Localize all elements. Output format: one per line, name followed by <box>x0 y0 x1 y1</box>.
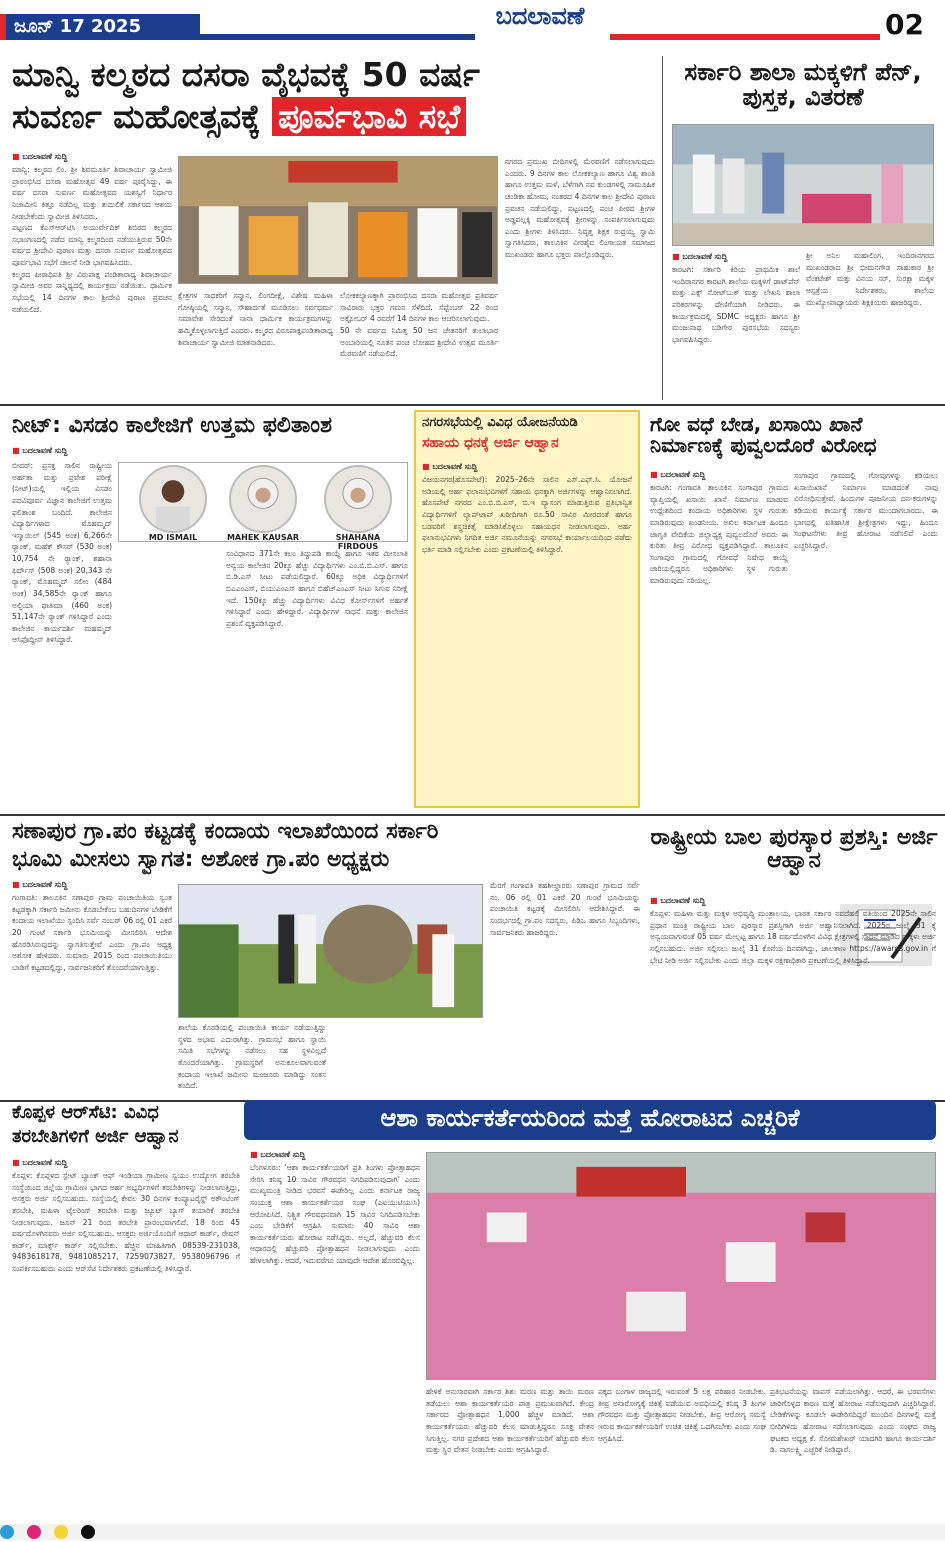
student-card <box>223 465 303 542</box>
story1-headline-part-b: ಪೂರ್ವಭಾವಿ ಸಭೆ <box>272 97 466 136</box>
story1-photo <box>178 156 498 284</box>
story1-headline-part-a: ಸುವರ್ಣ ಮಹೋತ್ಸವಕ್ಕೆ <box>12 97 261 136</box>
story1-para1: ಮಾನ್ವಿ: ಕಲ್ಮಠದ ಲಿಂ. ಶ್ರೀ ಶಿವಮೂರ್ತಿ ಶಿವಾಚಾರ್ಯ ಸ್ವಾಮೀಜಿ ಪ್ರಾರಂಭಿಸಿದ ದಸರಾ ಮಹೋತ್ಸವ 49 ವರ್ಷ ಪೂರೈಸಿದ್ದು, ಈ ವರ್ಷ ದಸರಾ ಸುವರ್ಣ ಮಹೋತ್ಸವದ ಯಶಸ್ವಿಗೆ ನಿರ್ಧಾರ ನಿಜಾಮೀನಿ ಕಿತ್ತೂ ನಡೆದಿಲ್ಲ ಮತ್ತು ತುದುಲಿಕೆ ಸರ್ಕಾರದ ಆಶಯ ನೀಡಬೇಕೆಂದು ಸ್ವಾಮೀಜಿ ತಿಳಿಸಿದರು. <box>12 165 172 221</box>
story5-headline: ಗೋ ವಧೆ ಬೇಡ, ಖಸಾಯಿ ಖಾನೆ ನಿರ್ಮಾಣಕ್ಕೆ ಪುವ್ವಲದೊರೆ ವಿರೋಧ <box>650 412 877 457</box>
student-photos <box>118 462 408 551</box>
story9-col2: ಹೇಳಿಕೆ ಅನುಸಾರವಾಗಿ ಸರ್ಕಾರ ಶಿಶು ಮರಣ ಮತ್ತು ತಾಯಿ ಮರಣ ತಡೆಯಲು ಆಶಾ ಕಾರ್ಯಕರ್ತೆಯರ ಪಾತ್ರ ಪ್ರಮುಖವಾಗಿದೆ. ಕೇಂದ್ರ ಸರ್ಕಾರದ ಪ್ರೋತ್ಸಾಹಧನ 1,000 ಹೆಚ್ಚಳ ಮಾಡಿದೆ. ಆಶಾ ಕಾರ್ಯಕರ್ತೆಯರು ಹೆಚ್ಚುವರಿ ಕೆಲಸ ಮಾಡುತ್ತಿದ್ದರೂ ಸೂಕ್ತ ವೇತನ ಸಿಗುತ್ತಿಲ್ಲ. ನಗರ ಪ್ರದೇಶದ ಆಶಾ ಕಾರ್ಯಕರ್ತೆಯರಿಗೆ ಹೆಚ್ಚುವರಿ ಕೆಲಸ ಮತ್ತು ಸ್ಥಿರ ವೇತನ ನೀಡಬೇಕು ಎಂದು ಆಗ್ರಹಿಸಿದ್ದಾರೆ. <box>426 1387 594 1455</box>
story8-headline-line2: ತರಬೇತಿಗಳಿಗೆ ಅರ್ಜಿ ಆಹ್ವಾನ <box>12 1126 179 1147</box>
story5-para2: ಸಂಗಾಪುರ ಗ್ರಾಮದಲ್ಲಿ ಗೋವುಗಳನ್ನು ಕಡಿಯಲು ಖಸಾಯಿಖಾನೆ ನಿರ್ಮಾಣ ಮಾಡದಂತೆ ನಾವು ವಿರೋಧಿಸುತ್ತೇವೆ. ಹಿಂದುಗಳ ಪೂಜನೀಯ ದನ-ಕರುಗಳನ್ನು ಕಡಿಯುವ ಕಾರ್ಯಕ್ಕೆ ಸರ್ಕಾರ ಮುಂದಾಗಬಾರದು. ಈ ಭಾಗದಲ್ಲಿ ಐತಿಹಾಸಿಕ ಶ್ರೀಕ್ಷೇತ್ರಗಳು ಇದ್ದು, ಹಿಂದೂ ಸಂಘಟನೆಗಳು ತೀವ್ರ ಹೋರಾಟ ನಡೆಸಲಿವೆ ಎಂದು ಎಚ್ಚರಿಸಿದ್ದಾರೆ. <box>794 471 938 550</box>
story2-para2: ಶ್ರೀ ಅನಿಲ ಮಹಾಲಿಂಗ, ಇಂದಿರಾನಗರದ ಮುಖಂಡರಾದ ಶ್ರೀ ಭೀಮನಗೌಡ ಸಾಹುಕಾರ ಶ್ರೀ ವೆಂಕಟೇಶ್ ಮತ್ತು ವಿನಯ ಸರ್, ಸುರಕ್ಷಾ ಮಕ್ಕಳ ಆಸ್ಪತ್ರೆಯ ನಿರ್ದೇಶಕರು, ಶಾಲೆಯ ಮುಖ್ಯೋಪಾಧ್ಯಾಯರು ಶಿಕ್ಷಕಿಯರು ಹಾಜರಿದ್ದರು. <box>806 251 934 307</box>
story5-para1: ಕಾರಟಗಿ: ಗಂಗಾವತಿ ತಾಲೂಕಿನ ಸಂಗಾಪುರ ಗ್ರಾಮದ ವ್ಯಾಪ್ತಿಯಲ್ಲಿ ಖಸಾಯಿ ಖಾನೆ ನಿರ್ಮಾಣ ಮಾಡುವ ಉದ್ದೇಶದಿಂದ ಕಂದಾಯ ಅಧಿಕಾರಿಗಳು ಸ್ಥಳ ಗುರುತು ಮಾಡಿರುವುದು ಖಂಡನೀಯ. ಅಖಿಲ ಕರ್ನಾಟಕ ಹಿಂದೂ ಜಾಗೃತಿ ವೇದಿಕೆಯ ಜಿಲ್ಲಾಧ್ಯಕ್ಷ ಪುವ್ವಲದೊರೆ ಅವರು ಈ ಕುರಿತು ತೀವ್ರ ವಿರೋಧ ವ್ಯಕ್ತಪಡಿಸಿದ್ದಾರೆ. ತಾಲೂಕಿನ ಸಂಗಾಪುರ ಗ್ರಾಮದಲ್ಲಿ ಗೋವಧೆ ನಿಷೇಧ ಕಾಯ್ದೆ ಜಾರಿಯಲ್ಲಿದ್ದರೂ ಅಧಿಕಾರಿಗಳು ಸ್ಥಳ ಗುರುತು ಮಾಡಿರುವುದು ಸರಿಯಲ್ಲ. <box>650 483 788 585</box>
story6-headline-line2: ಭೂಮಿ ಮೀಸಲು ಸ್ವಾಗತ: ಅಶೋಕ ಗ್ರಾ.ಪಂ ಅಧ್ಯಕ್ಷರು <box>12 847 390 872</box>
story1-para2: ಪಟ್ಟಣದ ಕೆಎಸ್‌ಆರ್‌ಟಿಸಿ ಅಯುರ್ವೇದಿಕ್ ಶಿಬಿರದ ಕಲ್ಮಠದ ಸಭಾಂಗಣದಲ್ಲಿ ನಡೆದ ಮಾನ್ವಿ ಕಲ್ಮಠದಿಂದ ನಡೆಯುತ್ತಿರುವ 50ನೇ ವರ್ಷದ ಶ್ರೀದೇವಿ ಪುರಾಣ ಮತ್ತು ದಸರಾ ಸುವರ್ಣ ಮಹೋತ್ಸವದ ಪೂರ್ವಭಾವಿ ಸಭೆಗೆ ಚಾಲನೆ ನೀಡಿ ಭಾಗವಹಿಸಿದರು. <box>12 223 172 267</box>
student-card <box>133 465 213 542</box>
column-divider <box>662 56 663 400</box>
story6-para2: ಶಾಲೆಯ ಕೊಠಡಿಯಲ್ಲಿ ಪಂಚಾಯಿತಿ ಕಾರ್ಯ ನಡೆಯುತ್ತಿದ್ದು ಸ್ಥಳದ ಅಭಾವ ಎದುರಾಗಿತ್ತು. ಗ್ರಾಮಸಭೆ ಹಾಗೂ ಸ್ಥಾಯಿ ಸಮಿತಿ ಸಭೆಗಳನ್ನು ನಡೆಸಲು ಸಹ ಸ್ಥಳವಿಲ್ಲದೆ ತೊಂದರೆಯಾಗಿತ್ತು. ಗ್ರಾಮಸ್ಥರಿಗೆ ಅನುಕೂಲವಾಗುವಂತೆ ಕಂದಾಯ ಇಲಾಖೆ ಜಮೀನು ಮಂಜೂರು ಮಾಡಿದ್ದು ಸಂತಸ ತಂದಿದೆ. <box>178 1023 326 1091</box>
story1-body <box>12 164 172 396</box>
story6-para3: ಮೆರಗೆ ಗಂಗಾವತಿ ತಹಶೀಲ್ದಾರರು ಸಣಾಪುರ ಗ್ರಾಮದ ಸರ್ವೆ ನಂ. 06 ರಲ್ಲಿ 01 ಎಕರೆ 20 ಗುಂಟೆ ಭೂಮಿಯನ್ನು ಪಂಚಾಯಿತಿ ಕಟ್ಟಡಕ್ಕೆ ಮೀಸಲಿರಿಸಿ ಆದೇಶಿಸಿದ್ದಾರೆ. ಈ ಸಂದರ್ಭದಲ್ಲಿ ಗ್ರಾ.ಪಂ ಸದಸ್ಯರು, ಪಿಡಿಒ ಹಾಗೂ ಸಿಬ್ಬಂದಿಗಳು, ಸಾರ್ವಜನಿಕರು ಹಾಜರಿದ್ದರು. <box>490 881 640 937</box>
story6-headline-line1: ಸಣಾಪುರ ಗ್ರಾ.ಪಂ ಕಟ್ಟಡಕ್ಕೆ ಕಂದಾಯ ಇಲಾಖೆಯಿಂದ ಸರ್ಕಾರಿ <box>12 819 439 844</box>
student-name: MD ISMAIL <box>148 533 198 542</box>
student-name: MAHEK KAUSAR <box>226 533 300 542</box>
registration-dot <box>81 1525 95 1539</box>
story3-col2: ಸಂವಿಧಾನದ 371ನೇ ಕಲಂ ತಿದ್ದುಪಡಿ ಕಾಯ್ದೆ ಹಾಗೂ ಇತರ ಮೀಸಲಾತಿ ಅನ್ವಯ ಕಾಲೇಜಿನ 20ಕ್ಕೂ ಹೆಚ್ಚು ವಿದ್ಯಾರ್ಥಿಗಳು ಎಂ.ಬಿ.ಬಿ.ಎಸ್. ಹಾಗೂ ಬಿ.ಡಿ.ಎಸ್ ಸೀಟು ಪಡೆಯಲಿದ್ದಾರೆ. 60ಕ್ಕೂ ಅಧಿಕ ವಿದ್ಯಾರ್ಥಿಗಳಿಗೆ ಬಿಎಎಂಎಸ್, ಬಿಯುಎಂಎಸ್ ಹಾಗೂ ಬಿಹೆಚ್‌ಎಂಎಸ್ ಸೀಟು ಸಿಗುವ ನಿರೀಕ್ಷೆ ಇದೆ. 150ಕ್ಕೂ ಹೆಚ್ಚು ವಿದ್ಯಾರ್ಥಿಗಳು ವಿವಿಧ ಕೋರ್ಸ್‌ಗಳಿಗೆ ಅರ್ಹತೆ ಗಳಿಸಿದ್ದಾರೆ ಎಂದು ಹೇಳಿದ್ದಾರೆ. ವಿದ್ಯಾರ್ಥಿಗಳ ಸಾಧನೆ ಮತ್ತು ಕಾಲೇಜಿನ ಪ್ರಶಂಸೆ ವ್ಯಕ್ತಪಡಿಸಿದ್ದಾರೆ. <box>226 549 408 628</box>
story2-byline: ■ ಬದಲಾವಣೆ ಸುದ್ದಿ <box>672 252 727 262</box>
student-card <box>315 465 401 551</box>
story1-col3b-para: 50 ನೇ ವರ್ಷದ ನಿಮಿತ್ತ 50 ಜನ ಚೇತನರಿಗೆ ತುಲಾಭಾರ ಅಂಬಾರಿಯಲ್ಲಿ ನೂತನ ಪಂಚ ಲೋಹದ ಶ್ರೀದೇವಿ ಉತ್ಸವ ಮೂರ್ತಿ ಮೆರವಣಿಗೆ ನಡೆಯಲಿದೆ. <box>340 325 498 359</box>
issue-date: ಜೂನ್ 17 2025 <box>0 14 200 40</box>
story1-col2: ಕ್ಷೇತ್ರಗಳ ಸಾಧಕರಿಗೆ ಸನ್ಮಾನ, ಲಿಂಗದೀಕ್ಷೆ, ವಿಶೇಷ ಮಹಿಳಾ ಗೋಷ್ಠಿಯಲ್ಲಿ ಸನ್ಮಾನ, ಸೌಹಾರ್ದತೆ ಮೂಡಿಸಲು ಸರ್ವಧರ್ಮ ಸಮಾವೇಶ ಸೇರಿದಂತೆ ನಾನಾ ಧಾರ್ಮಿಕ ಕಾರ್ಯಕ್ರಮಗಳನ್ನು ಹಮ್ಮಿಕೊಳ್ಳಲಾಗುತ್ತಿದೆ ಎಂದರು. ಕಲ್ಮಠದ ವಿರೂಪಾಕ್ಷಪಂಡಿತಾರಾಧ್ಯ ಶಿವಾಚಾರ್ಯ ಸ್ವಾಮೀಜಿ ಮಾತನಾಡಿದರು. <box>178 291 333 347</box>
section-rule <box>0 404 945 406</box>
story2-headline: ಸರ್ಕಾರಿ ಶಾಲಾ ಮಕ್ಕಳಿಗೆ ಪೆನ್, ಪುಸ್ತಕ, ವಿತರಣೆ <box>684 58 922 112</box>
story7-body: ಕೊಪ್ಪಳ: ಮಹಿಳಾ ಮತ್ತು ಮಕ್ಕಳ ಅಭಿವೃದ್ಧಿ ಮಂತ್ರಾಲಯ, ಭಾರತ ಸರ್ಕಾರ ನವದೆಹಲಿ ವತಿಯಿಂದ 2025ನೇ ಸಾಲಿನ ಪ್ರಧಾನ ಮಂತ್ರಿ ರಾಷ್ಟ್ರೀಯ ಬಾಲ ಪುರಸ್ಕಾರ ಪ್ರಶಸ್ತಿಗಾಗಿ ಅರ್ಜಿ ಆಹ್ವಾನಿಸಲಾಗಿದೆ. 2025ರ ಜುಲೈ 31 ಕ್ಕೆ ಅನ್ವಯವಾಗುವಂತೆ 05 ವರ್ಷ ಮೇಲ್ಪಟ್ಟ ಹಾಗೂ 18 ವರ್ಷದೊಳಗಿನ ವಿವಿಧ ಕ್ಷೇತ್ರಗಳಲ್ಲಿ ಸಾಧನೆ ಮಾಡಿದ ಮಕ್ಕಳು ಅರ್ಜಿ ಸಲ್ಲಿಸಬಹುದು. ಅರ್ಜಿ ಸಲ್ಲಿಸಲು ಜುಲೈ 31 ಕೊನೆಯ ದಿನವಾಗಿದ್ದು, ಜಾಲತಾಣ https://awards.gov.in ಗೆ ಭೇಟಿ ನೀಡಿ ಅರ್ಜಿ ಸಲ್ಲಿಸಬೇಕು ಎಂದು ಜಿಲ್ಲಾ ಮಕ್ಕಳ ರಕ್ಷಣಾಧಿಕಾರಿ ಪ್ರಕಟಣೆಯಲ್ಲಿ ತಿಳಿಸಿದ್ದಾರೆ. <box>650 909 936 965</box>
story4-headline-line1: ನಗರಸಭೆಯಲ್ಲಿ ವಿವಿಧ ಯೋಜನೆಯಡಿ <box>422 415 578 430</box>
story1-byline: ■ ಬದಲಾವಣೆ ಸುದ್ದಿ <box>12 152 67 162</box>
story7-byline: ■ ಬದಲಾವಣೆ ಸುದ್ದಿ <box>650 896 705 906</box>
story1-headline-line2 <box>12 97 652 136</box>
student-photo <box>324 465 392 533</box>
story9-col1: ಬೆಂಗಳೂರು: 'ಆಶಾ ಕಾರ್ಯಕರ್ತೆಯರಿಗೆ ಪ್ರತಿ ತಿಂಗಳು ಪ್ರೋತ್ಸಾಹಧನ ಸೇರಿಸಿ ಕನಿಷ್ಠ 10 ಸಾವಿರ ಗೌರವಧನ ನಿಗದಿಪಡಿಸುವುದಾಗಿ' ಎಂದು ಮುಖ್ಯಮಂತ್ರಿ ನೀಡಿದ ಭರವಸೆ ಈಡೇರಿಲ್ಲ ಎಂದು ಕರ್ನಾಟಕ ರಾಜ್ಯ ಸಂಯುಕ್ತ ಆಶಾ ಕಾರ್ಯಕರ್ತೆಯರ ಸಂಘ (ಎಐಯುಟಿಯುಸಿ) ಆರೋಪಿಸಿದೆ. ನಿಶ್ಚಿತ ಗೌರವಧನವಾಗಿ 15 ಸಾವಿರ ನಿಗದಿಪಡಿಸಬೇಕು ಎಂಬ ಬೇಡಿಕೆಗೆ ಆಗ್ರಹಿಸಿ ಸುಮಾರು 40 ಸಾವಿರ ಆಶಾ ಕಾರ್ಯಕರ್ತೆಯರು ಹೋರಾಟ ನಡೆಸಿದ್ದರು. ಅಲ್ಲದೆ, ಹೆಚ್ಚುವರಿ ಕೆಲಸ ಆಧಾರದಲ್ಲಿ ಹೆಚ್ಚುವರಿ ಪ್ರೋತ್ಸಾಹಧನ ನೀಡಲಾಗುವುದು ಎಂದು ಹೇಳಲಾಗಿತ್ತು. ಆದರೆ, ಇದುವರೆಗೂ ಯಾವುದೇ ಆದೇಶ ಹೊರಬಿದ್ದಿಲ್ಲ. <box>250 1163 420 1265</box>
story9-headline: ಆಶಾ ಕಾರ್ಯಕರ್ತೆಯರಿಂದ ಮತ್ತೆ ಹೋರಾಟದ ಎಚ್ಚರಿಕೆ <box>244 1100 936 1140</box>
page-number: 02 <box>885 8 924 41</box>
story4-body: ವಿಜಯನಗರ(ಹೊಸಪೇಟೆ): 2025–26ನೇ ಸಾಲಿನ ಎಸ್.ಎಫ್.ಸಿ. ಯೋಜನೆ ಅಡಿಯಲ್ಲಿ ಅರ್ಹ ಫಲಾನುಭವಿಗಳಿಗೆ ಸಹಾಯ ಧನಕ್ಕಾಗಿ ಅರ್ಜಿಗಳನ್ನು ಆಹ್ವಾನಿಸಲಾಗಿದೆ. ಹೊಸಪೇಟೆ ನಗರದ ಎಂ.ಬಿ.ಬಿ.ಎಸ್, ಬಿ.ಇ ವ್ಯಾಸಂಗ ಮಾಡುತ್ತಿರುವ ಪ್ರತಿಭಾನ್ವಿತ ವಿದ್ಯಾರ್ಥಿಗಳಿಗೆ ಲ್ಯಾಪ್‌ಟಾಪ್ ಖರೀದಿಗಾಗಿ ರೂ.50 ಸಾವಿರ ಮೀರದಂತೆ ಹಾಗೂ ಬಡವರಿಗೆ ಶಸ್ತ್ರಚಿಕಿತ್ಸೆ ಮಾಡಿಸಿಕೊಳ್ಳಲು ಸಹಾಯಧನ ನೀಡಲಾಗುವುದು. ಅರ್ಹ ಫಲಾನುಭವಿಗಳು ನಿಗದಿತ ಅರ್ಜಿ ನಮೂನೆಯನ್ನು ನಗರಸಭೆ ಕಾರ್ಯಾಲಯದಿಂದ ಪಡೆದು ಭರ್ತಿ ಮಾಡಿ ಸಲ್ಲಿಸಬೇಕು ಎಂದು ಪ್ರಕಟಣೆಯಲ್ಲಿ ತಿಳಿಸಿದ್ದಾರೆ. <box>422 475 632 554</box>
story2-para1: ಕಾರಟಗಿ: ಸರ್ಕಾರಿ ಕಿರಿಯ ಪ್ರಾಥಮಿಕ ಶಾಲೆ ಇಂದಿರಾನಗರ ಕಾರಟಗಿ ಶಾಲೆಯ ಮಕ್ಕಳಿಗೆ ಡಾಟ್‌ಪೆನ್ ಮತ್ತು ಎಕ್ಸ್ ನೋಟ್‌ಬುಕ್ ಮತ್ತು ಲೇಖನಿ ಶಾಲಾ ಪರಿಕರಗಳನ್ನು ದೇಣಿಗೆಯಾಗಿ ನೀಡಿದರು. ಈ ಕಾರ್ಯಕ್ರಮದಲ್ಲಿ SDMC ಅಧ್ಯಕ್ಷರು ಹಾಗೂ ಶ್ರೀ ಮಂಜುನಾಥ ಬಡಿಗೇರ ಪುರಸಭೆಯ ಸದಸ್ಯರು ಭಾಗವಹಿಸಿದ್ದರು. <box>672 265 800 344</box>
story3-byline: ■ ಬದಲಾವಣೆ ಸುದ್ದಿ <box>12 446 67 456</box>
story1-headline-line1: ಮಾನ್ವಿ ಕಲ್ಮಠದ ದಸರಾ ವೈಭವಕ್ಕೆ 50 ವರ್ಷ <box>12 55 480 94</box>
story4-headline-line2: ಸಹಾಯ ಧನಕ್ಕೆ ಅರ್ಜಿ ಆಹ್ವಾನ <box>422 435 559 451</box>
story6-para1: ಗಂಗಾವತಿ: ತಾಲೂಕಿನ ಸಣಾಪುರ ಗ್ರಾಮ ಪಂಚಾಯಿತಿಯ ಸ್ವಂತ ಕಟ್ಟಡಕ್ಕಾಗಿ ಸರ್ಕಾರಿ ಜಮೀನು ಕೊಡಬೇಕೆಂಬ ಬಹುದಿನಗಳ ಬೇಡಿಕೆಗೆ ಕಂದಾಯ ಇಲಾಖೆಯು ಸ್ಪಂದಿಸಿ ಸರ್ವೆ ನಂಬರ್ 06 ರಲ್ಲಿ 01 ಎಕರೆ 20 ಗುಂಟೆ ಸರ್ಕಾರಿ ಭೂಮಿಯನ್ನು ಮೀಸಲಿರಿಸಿ ಆದೇಶ ಹೊರಡಿಸಿರುವುದನ್ನು ಸ್ವಾಗತಿಸುತ್ತೇವೆ ಎಂದು ಗ್ರಾ.ಪಂ ಅಧ್ಯಕ್ಷ ಅಶೋಕ ಹೇಳಿದರು. ಸುಮಾರು 2015 ರಿಂದ ಪಂಚಾಯಿತಿಯು ಬಾಡಿಗೆ ಕಟ್ಟಡದಲ್ಲಿದ್ದು, ಸಾರ್ವಜನಿಕರಿಗೆ ತೊಂದರೆಯಾಗುತ್ತಿತ್ತು. <box>12 893 172 972</box>
masthead-rule-left <box>200 34 475 40</box>
story8-headline-line1: ಕೊಪ್ಪಳ ಆರ್‌ಸೆಟಿ: ವಿವಿಧ <box>12 1102 159 1123</box>
section-rule <box>0 814 945 816</box>
student-name: SHAHANA FIRDOUS <box>335 533 381 551</box>
story2-photo <box>672 124 934 246</box>
story8-body: ಕೊಪ್ಪಳ: ಕೊಪ್ಪಳದ ಸ್ಟೇಟ್ ಬ್ಯಾಂಕ್ ಆಫ್ ಇಂಡಿಯಾ ಗ್ರಾಮೀಣ ಸ್ವಯಂ ಉದ್ಯೋಗ ತರಬೇತಿ ಸಂಸ್ಥೆಯಿಂದ ಜಿಲ್ಲೆಯ ಗ್ರಾಮೀಣ ಭಾಗದ ಅರ್ಹ ಅಭ್ಯರ್ಥಿಗಳಿಗೆ ತರಬೇತಿಗಳನ್ನು ನೀಡಲಾಗುತ್ತಿದ್ದು, ಆಸಕ್ತರು ಅರ್ಜಿ ಸಲ್ಲಿಸಬಹುದು. ಸಂಸ್ಥೆಯಲ್ಲಿ ಕೇವಲ 30 ದಿನಗಳ ಕಂಪ್ಯೂಟರೈಸ್ಡ್ ಅಕೌಂಟಿಂಗ್ ತರಬೇತಿ, ಮಹಿಳಾ ಟೈಲರಿಂಗ್ ತರಬೇತಿ ಮತ್ತು ಜ್ಯೂಟ್ ಬ್ಯಾಗ್ ತಯಾರಿಕೆ ತರಬೇತಿ ನೀಡಲಾಗುವುದು. ಜೂನ್ 21 ರಿಂದ ತರಬೇತಿ ಪ್ರಾರಂಭವಾಗಲಿದೆ. 18 ರಿಂದ 45 ವರ್ಷದೊಳಗಿನವರು ಅರ್ಜಿ ಸಲ್ಲಿಸಬಹುದು. ಆಸಕ್ತರು ಅರ್ಜಿಯೊಂದಿಗೆ ಆಧಾರ್ ಕಾರ್ಡ್, ರೇಷನ್ ಕಾರ್ಡ್, ಮಾರ್ಕ್ಸ್ ಕಾರ್ಡ್ ಸಲ್ಲಿಸಬೇಕು. ಹೆಚ್ಚಿನ ಮಾಹಿತಿಗಾಗಿ 08539-231038, 9483618178, 9481085217, 7259073827, 9538096796 ಗೆ ಸಂಪರ್ಕಿಸಬಹುದು ಎಂದು ಆರ್‌ಸೆಟಿ ನಿರ್ದೇಶಕರು ಪ್ರಕಟಣೆಯಲ್ಲಿ ತಿಳಿಸಿದ್ದಾರೆ. <box>12 1171 240 1273</box>
color-registration-strip <box>0 1524 945 1540</box>
masthead-rule-right <box>610 34 880 40</box>
story9-photo <box>426 1152 936 1380</box>
registration-dot <box>0 1525 14 1539</box>
registration-dot <box>54 1525 68 1539</box>
story6-byline: ■ ಬದಲಾವಣೆ ಸುದ್ದಿ <box>12 880 67 890</box>
story3-col1: ಬೀದರ್: ಪ್ರಸಕ್ತ ಸಾಲಿನ ರಾಷ್ಟ್ರೀಯ ಅರ್ಹತಾ ಮತ್ತು ಪ್ರವೇಶ ಪರೀಕ್ಷೆ (ನೀಟ್)ಯಲ್ಲಿ ಇಲ್ಲಿಯ ವಿಸಡಂ ಪದವಿಪೂರ್ವ ವಿಜ್ಞಾನ ಕಾಲೇಜಿಗೆ ಉತ್ತಮ ಫಲಿತಾಂಶ ಬಂದಿದೆ. ಕಾಲೇಜಿನ ವಿದ್ಯಾರ್ಥಿಗಳಾದ ಮೊಹಮ್ಮದ್ ಇಸ್ಮಾಯಿಲ್ (545 ಅಂಕ) 6,266ನೇ ರ್‍ಯಾಂಕ್, ಮಹೆಕ್ ಕೌಸರ್ (530 ಅಂಕ) 10,754 ನೇ ರ್‍ಯಾಂಕ್, ಶಹಾನಾ ಫಿರ್ದೌಸ್ (508 ಅಂಕ) 20,343 ನೇ ರ್‍ಯಾಂಕ್, ಮೊಹಮ್ಮದ್ ಸಲೀಂ (484 ಅಂಕ) 34,585ನೇ ರ್‍ಯಾಂಕ್ ಹಾಗೂ ಅಲ್ಫಿಯಾ ಫಾತಿಮಾ (460 ಅಂಕ) 51,147ನೇ ರ್‍ಯಾಂಕ್ ಗಳಿಸಿದ್ದಾರೆ ಎಂದು ಕಾಲೇಜಿನ ಕಾರ್ಯದರ್ಶಿ ಮಹಮ್ಮದ್ ಆಸಿಫೊದ್ದೀನ್ ತಿಳಿಸಿದ್ದಾರೆ. <box>12 461 112 645</box>
story9-col3: ಪಕ್ಕದ ಬಂಗಾಳ ರಾಜ್ಯದಲ್ಲಿ ಇರುವಂತೆ 5 ಲಕ್ಷ ಪರಿಹಾರ ನೀಡಬೇಕು. ತೀವ್ರ ಅನಾರೋಗ್ಯಕ್ಕೆ ಚಿಕಿತ್ಸೆ ಪಡೆಯುವ ಅವಧಿಯಲ್ಲಿ ಕನಿಷ್ಠ 3 ತಿಂಗಳ ಗೌರವಧನ ಮತ್ತು ಪ್ರೋತ್ಸಾಹಧನ ನೀಡಬೇಕು. ತೀವ್ರ ಆರೋಗ್ಯ ಸಮಸ್ಯೆ ಇರುವ ಕಾರ್ಯಕರ್ತೆಯರಿಗೆ ಉಚಿತ ಚಿಕಿತ್ಸೆ ಒದಗಿಸಬೇಕು ಎಂದು ಸಂಘ ಆಗ್ರಹಿಸಿದೆ. <box>598 1387 766 1443</box>
story6-photo <box>178 884 483 1018</box>
story4-byline: ■ ಬದಲಾವಣೆ ಸುದ್ದಿ <box>422 462 477 472</box>
student-photo <box>229 465 297 533</box>
story3-headline: ನೀಟ್: ವಿಸಡಂ ಕಾಲೇಜಿಗೆ ಉತ್ತಮ ಫಲಿತಾಂಶ <box>12 413 333 438</box>
story9-byline: ■ ಬದಲಾವಣೆ ಸುದ್ದಿ <box>250 1150 305 1160</box>
story1-col4: ನಗರದ ಪ್ರಮುಖ ಬೀದಿಗಳಲ್ಲಿ ಮೆರವಣಿಗೆ ನಡೆಸಲಾಗುವುದು ಎಂದರು. 9 ದಿನಗಳ ಕಾಲ ಲೋಕಕಲ್ಯಾಣ ಹಾಗೂ ವಿಶ್ವ ಶಾಂತಿ ಹಾಗೂ ಉತ್ತಮ ಮಳೆ, ಬೆಳೆಗಾಗಿ ನವ ಕುಂಡಗಳಲ್ಲಿ ಸಾಮೂಹಿಕ ಚಂಡಿಕಾ ಹೋಮ, ನಂತರದ 4 ದಿನಗಳ ಕಾಲ ಶ್ರೀದೇವಿ ಪುರಾಣ ಪ್ರವಚನ ನಡೆಯಲಿದ್ದು, ಪಟ್ಟಣದಲ್ಲಿ ಪಂಚ ಪೀಠದ ಶ್ರೀಗಳ ಅಡ್ಡಪಲ್ಲಕ್ಕಿ ಮಹೋತ್ಸವಕ್ಕೆ ಶ್ರೀಗಳನ್ನು ಸಂಪರ್ಕಿಸಲಾಗುವುದು ಎಂದು ಶ್ರೀಗಳು ತಿಳಿಸಿದರು. ನಿವೃತ್ತ ಶಿಕ್ಷಕ ರುದ್ರಯ್ಯ ಸ್ವಾಮಿ ಸ್ವಾಗತಿಸಿದರು, ತಾಲೂಕಿನ ವೀರಶೈವ ಲಿಂಗಾಯತ ಸಮಾಜದ ಮುಖಂಡರು ಹಾಗೂ ಭಕ್ತರು ಪಾಲ್ಗೊಂಡಿದ್ದರು. <box>505 157 655 259</box>
paper-name: ಬದಲಾವಣೆ <box>495 2 585 30</box>
story1-col3 <box>340 290 498 396</box>
story1-col3-para: ಲೋಕಕಲ್ಯಾಣಕ್ಕಾಗಿ ಪ್ರಾರಂಭಿಸಿದ ದಸರಾ ಮಹೋತ್ಸವ ಪ್ರತಿವರ್ಷ ಸಾವಿರಾರು ಭಕ್ತರ ಗಮನ ಸೆಳೆದಿದೆ. ಸೆಪ್ಟೆಂಬರ್ 22 ರಿಂದ ಅಕ್ಟೋಬರ್ 4 ರವರೆಗೆ 14 ದಿನಗಳ ಕಾಲ ಆಚರಿಸಲಾಗುವುದು. <box>340 291 498 324</box>
story9-col4: ಪ್ರತಿಭಟನೆಯನ್ನು ವಾಪಸ್ ಪಡೆಯಲಾಗಿತ್ತು. ಆದರೆ, ಈ ಭರವಸೆಗಳು ಜಾರಿಗೊಳ್ಳದ ಕಾರಣ ಮತ್ತೆ ಹೋರಾಟ ನಡೆಸುವುದಾಗಿ ಎಚ್ಚರಿಸಿದ್ದಾರೆ. ಬೇಡಿಕೆಗಳನ್ನು ಕೂಡಲೇ ಈಡೇರಿಸದಿದ್ದರೆ ಮುಂದಿನ ದಿನಗಳಲ್ಲಿ ಮತ್ತೆ ಬೀದಿಗಿಳಿದು ಹೋರಾಟ ನಡೆಸಲಾಗುವುದು ಎಂದು ಸಂಘದ ರಾಜ್ಯ ಘಟಕದ ಅಧ್ಯಕ್ಷ ಕೆ. ಸೋಮಶೇಖರ್ ಯಾದಗಿರಿ ಹಾಗೂ ಕಾರ್ಯದರ್ಶಿ ಡಿ. ನಾಗಲಕ್ಷ್ಮಿ ಎಚ್ಚರಿಕೆ ನೀಡಿದ್ದಾರೆ. <box>770 1387 936 1455</box>
story5-byline: ■ ಬದಲಾವಣೆ ಸುದ್ದಿ <box>650 470 705 480</box>
registration-dot <box>27 1525 41 1539</box>
story1-para3: ಕಲ್ಮಠದ ಪೀಠಾಧಿಪತಿ ಶ್ರೀ ವಿರುಪಾಕ್ಷ ಪಂಡಿತಾರಾಧ್ಯ ಶಿವಾಚಾರ್ಯ ಸ್ವಾಮೀಜಿ ಅವರ ಸಾನ್ನಿಧ್ಯದಲ್ಲಿ ಕಾರ್ಯಕ್ರಮ ನಡೆಯಿತು. ಧಾರ್ಮಿಕ ಸಭೆಯಲ್ಲಿ 14 ದಿನಗಳ ಕಾಲ ಶ್ರೀದೇವಿ ಪುರಾಣ ಪ್ರವಚನ ನಡೆಯಲಿದೆ. <box>12 269 172 314</box>
story7-headline: ರಾಷ್ಟ್ರೀಯ ಬಾಲ ಪುರಸ್ಕಾರ ಪ್ರಶಸ್ತಿ: ಅರ್ಜಿ ಆಹ್ವಾನ <box>650 825 938 874</box>
student-photo <box>139 465 207 533</box>
story8-byline: ■ ಬದಲಾವಣೆ ಸುದ್ದಿ <box>12 1158 67 1168</box>
